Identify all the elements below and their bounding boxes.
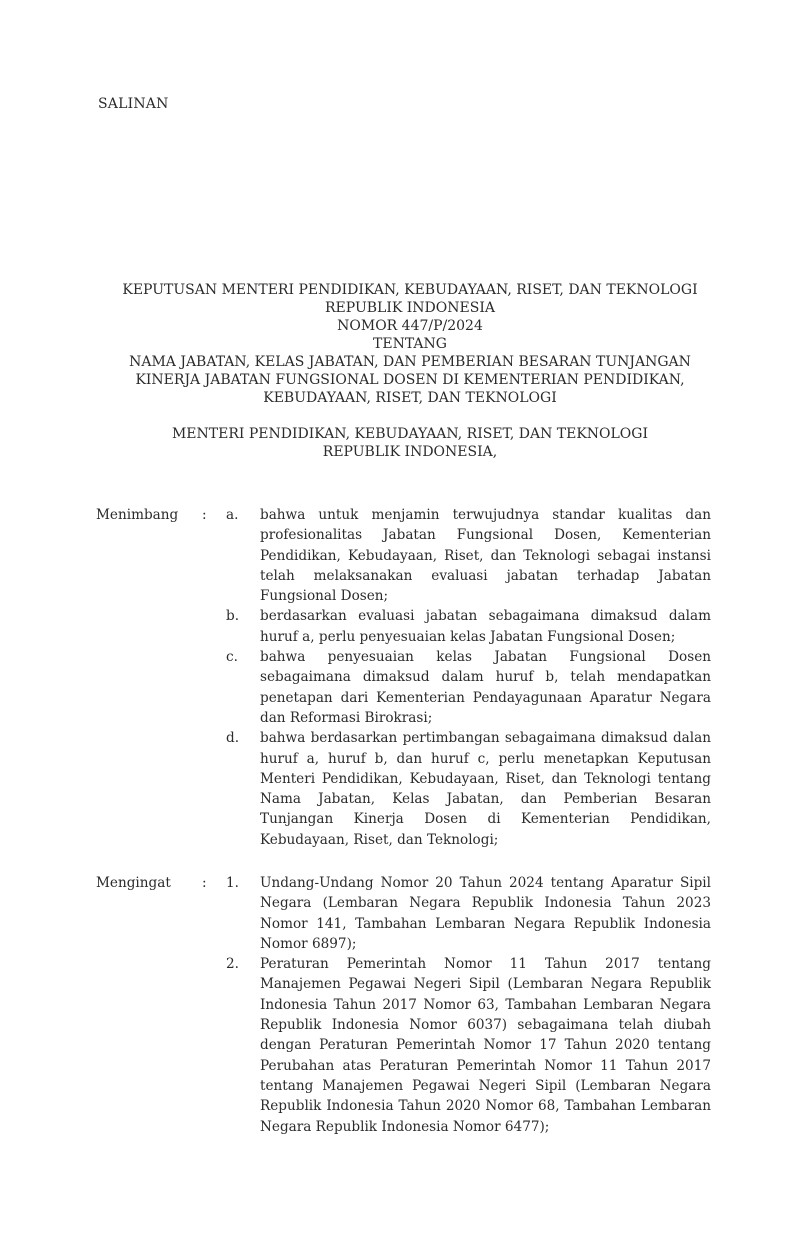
item-text: Peraturan Pemerintah Nomor 11 Tahun 2017 tentang Manajemen Pegawai Negeri Sipil (Lembaran Negara Republik Indonesia Tahun 2017 Nomor 63, Tambahan Lembaran Negara Republik Indonesia Nomor 6037) sebagaimana telah diubah dengan Peraturan Pemerintah Nomor 17 Tahun 2020 tentang Perubahan atas Peraturan Pemerintah Nomor 11 Tahun 2017 tentang Manajemen Pegawai Negeri Sipil (Lembaran Negara Republik Indonesia Tahun 2020 Nomor 68, Tambahan Lembaran Negara Republik Indonesia Nomor 6477);: [260, 956, 711, 1135]
item-text: bahwa penyesuaian kelas Jabatan Fungsional Dosen sebagaimana dimaksud dalam huruf b, telah mendapatkan penetapan dari Kementerian Pendayagunaan Aparatur Negara dan Reformasi Birokrasi;: [260, 649, 711, 726]
item-marker: a.: [226, 507, 239, 523]
menimbang-item-b: [226, 606, 711, 647]
title-line-4: TENTANG: [373, 336, 447, 352]
mengingat-item-2: [226, 954, 711, 1137]
item-marker: b.: [226, 608, 240, 625]
title-line-3: NOMOR 447/P/2024: [337, 318, 483, 334]
item-text: Undang-Undang Nomor 20 Tahun 2024 tentang Aparatur Sipil Negara (Lembaran Negara Republik Indonesia Tahun 2023 Nomor 141, Tambahan Lembaran Negara Republik Indonesia Nomor 6897);: [260, 875, 711, 952]
title-line-7: KEBUDAYAAN, RISET, DAN TEKNOLOGI: [263, 390, 557, 406]
decree-title: [60, 281, 760, 461]
menimbang-item-a: [226, 505, 711, 606]
salinan-label: SALINAN: [98, 96, 169, 112]
item-text: berdasarkan evaluasi jabatan sebagaimana dimaksud dalam huruf a, perlu penyesuaian kelas Jabatan Fungsional Dosen;: [260, 608, 711, 645]
item-marker: 1.: [226, 875, 239, 891]
menimbang-item-c: [226, 647, 711, 728]
title-line-6: KINERJA JABATAN FUNGSIONAL DOSEN DI KEMENTERIAN PENDIDIKAN,: [135, 372, 685, 388]
item-marker: 2.: [226, 956, 239, 973]
mengingat-label: Mengingat: [96, 875, 171, 891]
title-line-2: REPUBLIK INDONESIA: [325, 300, 495, 316]
mengingat-item-1: [226, 873, 711, 954]
mengingat-items: [226, 873, 711, 1137]
menimbang-colon: :: [202, 507, 207, 523]
menimbang-label: Menimbang: [96, 507, 179, 523]
item-marker: d.: [226, 730, 240, 747]
item-marker: c.: [226, 649, 238, 666]
title-line-8: MENTERI PENDIDIKAN, KEBUDAYAAN, RISET, DAN TEKNOLOGI: [171, 426, 649, 442]
title-line-1: KEPUTUSAN MENTERI PENDIDIKAN, KEBUDAYAAN, RISET, DAN TEKNOLOGI: [122, 282, 698, 298]
menimbang-items: [226, 505, 711, 850]
item-text: bahwa untuk menjamin terwujudnya standar kualitas dan profesionalitas Jabatan Fungsional Dosen, Kementerian Pendidikan, Kebudayaan, Riset, dan Teknologi sebagai instansi telah melaksanakan evaluasi jabatan terhadap Jabatan Fungsional Dosen;: [260, 507, 711, 605]
menimbang-item-d: [226, 728, 711, 850]
mengingat-colon: :: [202, 875, 207, 891]
title-line-9: REPUBLIK INDONESIA,: [322, 444, 498, 460]
title-line-5: NAMA JABATAN, KELAS JABATAN, DAN PEMBERIAN BESARAN TUNJANGAN: [129, 354, 691, 370]
item-text: bahwa berdasarkan pertimbangan sebagaimana dimaksud dalan huruf a, huruf b, dan huruf c, perlu menetapkan Keputusan Menteri Pendidikan, Kebudayaan, Riset, dan Teknologi tentang Nama Jabatan, Kelas Jabatan, dan Pemberian Besaran Tunjangan Kinerja Dosen di Kementerian Pendidikan, Kebudayaan, Riset, dan Teknologi;: [260, 730, 711, 848]
